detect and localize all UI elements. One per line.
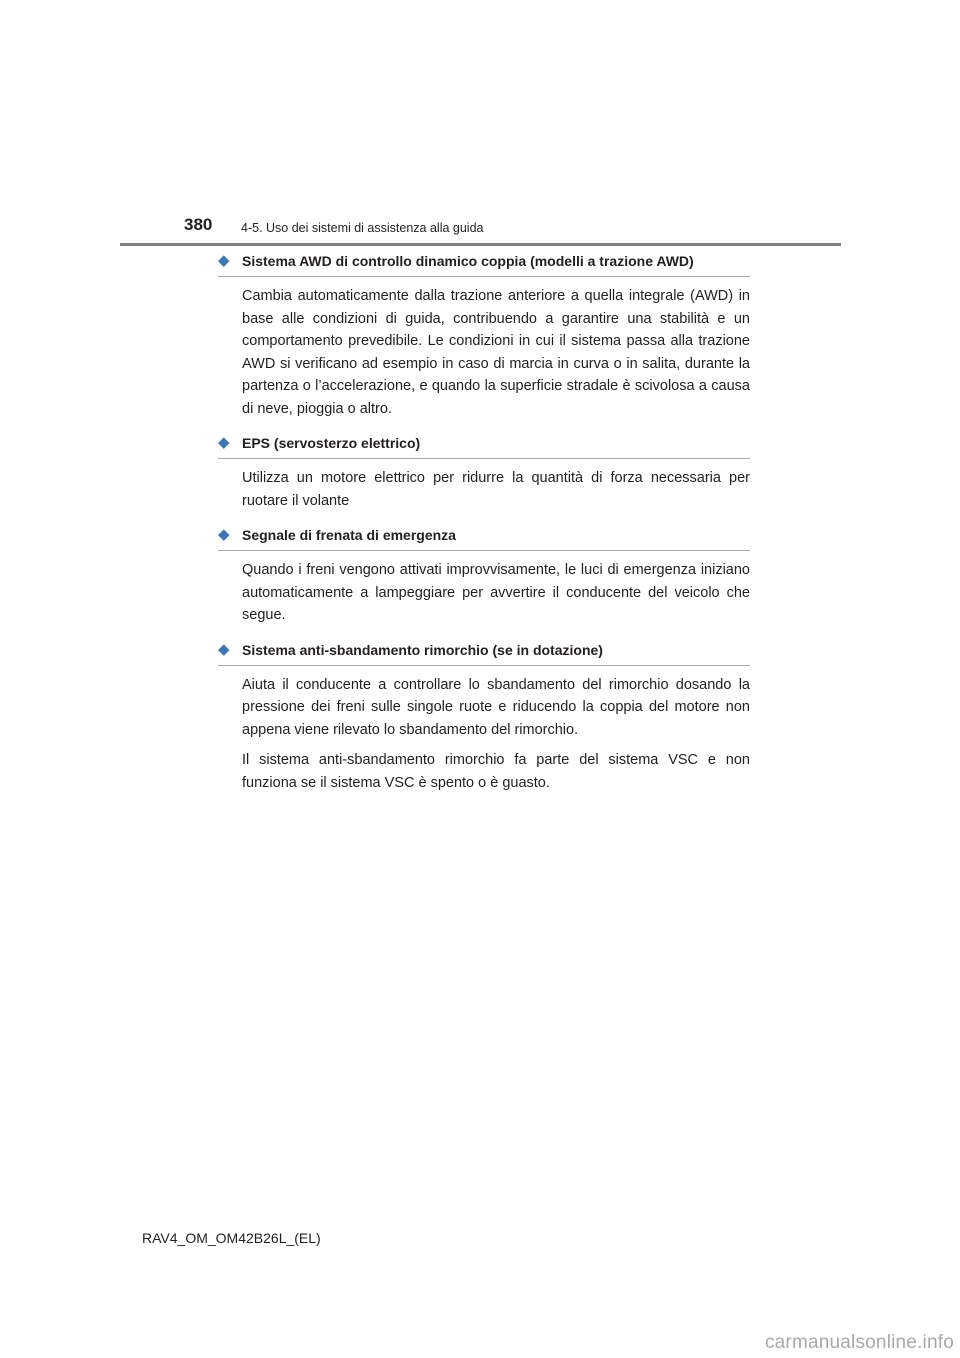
section-awd [218,252,750,420]
body-paragraph: Quando i freni vengono attivati improvvisamente, le luci di emergenza iniziano automaticamente a lampeggiare per avvertire il conducente del veicolo che segue. [242,562,750,623]
page-number: 380 [184,215,213,234]
section-heading [218,526,750,551]
section-heading [218,434,750,459]
diamond-bullet-icon: ◆ [218,640,230,658]
footer-doc-code: RAV4_OM_OM42B26L_(EL) [142,1230,321,1246]
header-rule [120,243,841,246]
content [218,252,750,808]
diamond-bullet-icon: ◆ [218,526,230,543]
watermark: carmanualsonline.info [764,1332,954,1353]
heading-text: Sistema AWD di controllo dinamico coppia (modelli a trazione AWD) [242,253,694,269]
diamond-bullet-icon: ◆ [218,252,230,269]
section-eps [218,434,750,512]
body-paragraph: Il sistema anti-sbandamento rimorchio fa parte del sistema VSC e non funziona se il sistema VSC è spento o è guasto. [242,752,750,791]
section-emergency-braking [218,526,750,627]
body-paragraph: Utilizza un motore elettrico per ridurre la quantità di forza necessaria per ruotare il volante [242,470,750,509]
heading-text: EPS (servosterzo elettrico) [242,435,421,451]
body-paragraph: Aiuta il conducente a controllare lo sbandamento del rimorchio dosando la pressione dei freni sulle singole ruote e riducendo la coppia del motore non appena viene rilevato lo sbandamento del rimorchio. [242,676,750,738]
diamond-bullet-icon: ◆ [218,434,230,451]
section-heading [218,641,750,666]
heading-text: Segnale di frenata di emergenza [242,527,456,543]
section-trailer-sway [218,641,750,795]
heading-text: Sistema anti-sbandamento rimorchio (se in dotazione) [242,641,603,658]
body-paragraph: Cambia automaticamente dalla trazione anteriore a quella integrale (AWD) in base alle condizioni di guida, contribuendo a garantire una stabilità e un comportamento prevedibile. Le condizioni in cui il sistema passa alla trazione AWD si verificano ad esempio in caso di marcia in curva o in salita, durante la partenza o l’accelerazione, e quando la superficie stradale è scivolosa a causa di neve, pioggia o altro. [242,288,750,417]
section-heading [218,252,750,277]
section-label: 4-5. Uso dei sistemi di assistenza alla guida [241,221,484,235]
